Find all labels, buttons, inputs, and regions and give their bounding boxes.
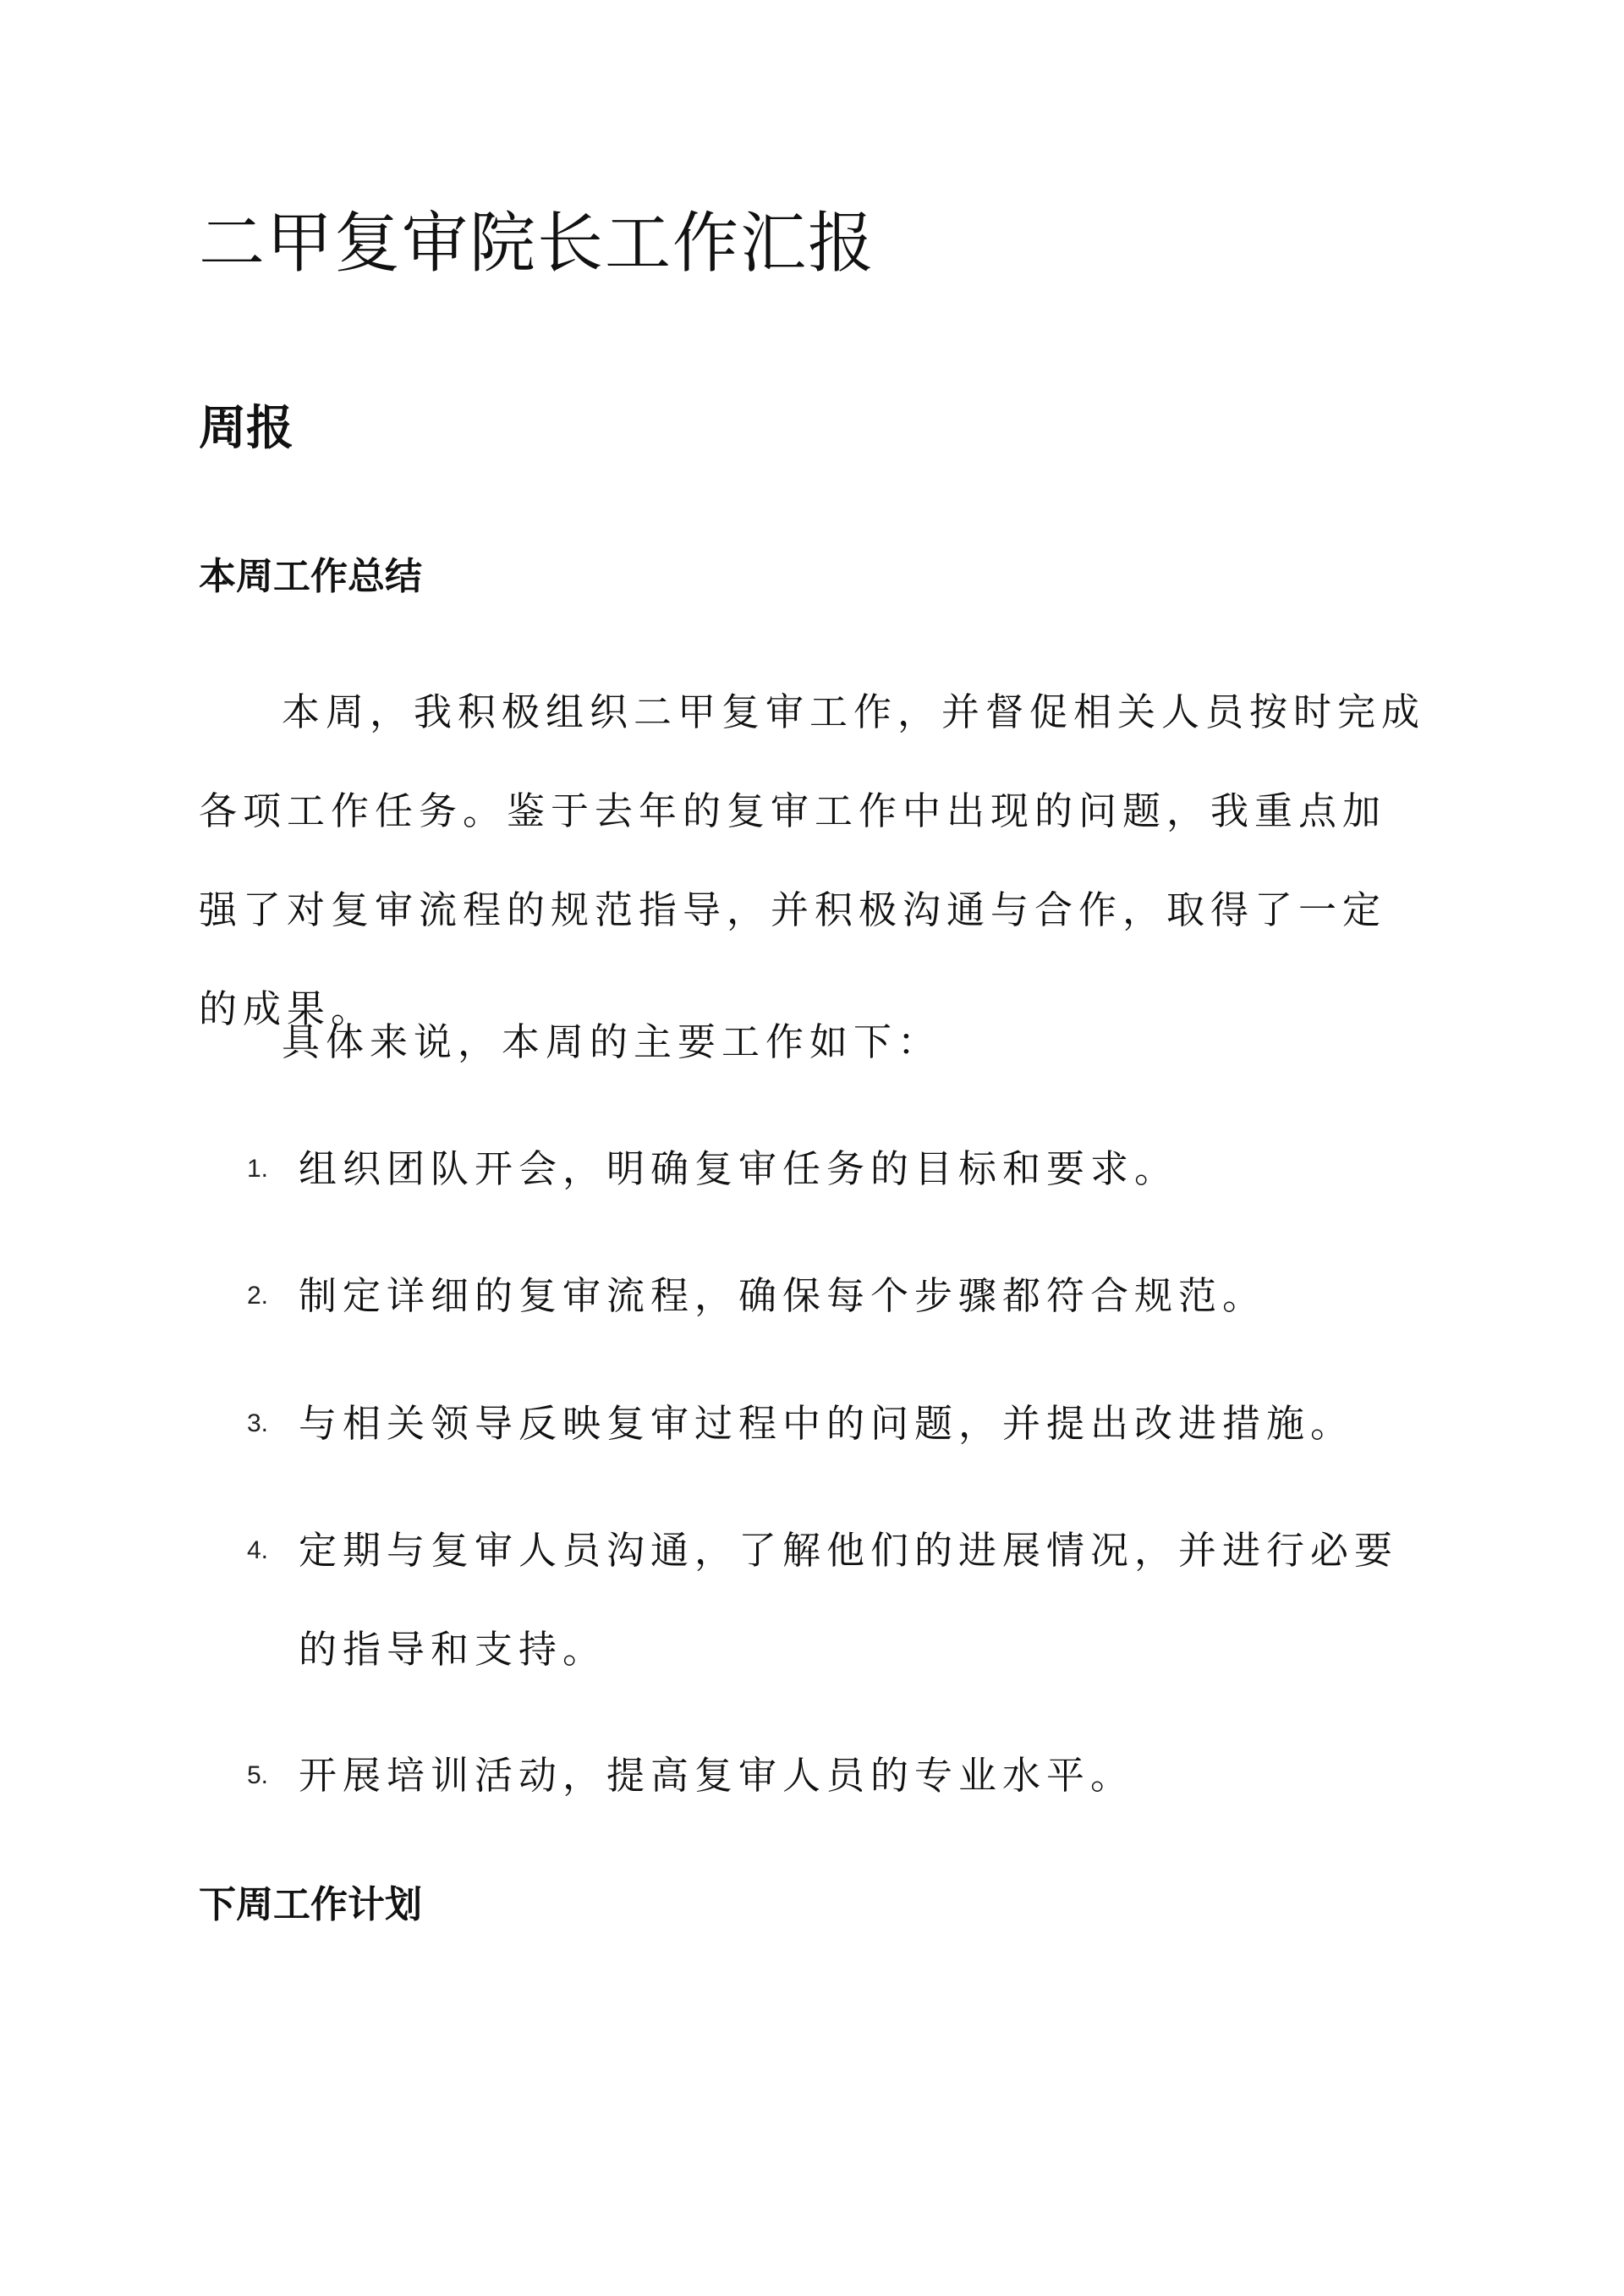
list-item xyxy=(199,1501,1425,1699)
summary-paragraph: 本周，我积极组织二甲复审工作，并督促相关人员按时完成各项工作任务。鉴于去年的复审工作中出现的问题，我重点加强了对复审流程的规范指导，并积极沟通与合作，取得了一定的成果。 xyxy=(199,689,1426,1031)
list-item-number: 5. xyxy=(247,1761,269,1789)
list-item-number: 4. xyxy=(247,1536,269,1564)
intro-line: 具体来说，本周的主要工作如下： xyxy=(282,1019,942,1064)
document-title: 二甲复审院长工作汇报 xyxy=(199,206,876,282)
list-item xyxy=(199,1726,1425,1825)
list-item-number: 1. xyxy=(247,1155,269,1183)
list-item xyxy=(199,1246,1425,1345)
list-item xyxy=(199,1374,1425,1473)
list-item xyxy=(199,1119,1425,1218)
heading-next-week-plan: 下周工作计划 xyxy=(199,1883,422,1926)
list-item-text: 与相关领导反映复审过程中的问题，并提出改进措施。 xyxy=(299,1401,1355,1446)
list-item-text: 定期与复审人员沟通，了解他们的进展情况，并进行必要的指导和支持。 xyxy=(299,1528,1399,1672)
list-item-text: 制定详细的复审流程，确保每个步骤都符合规范。 xyxy=(299,1273,1267,1318)
list-item-text: 开展培训活动，提高复审人员的专业水平。 xyxy=(299,1753,1135,1798)
list-item-number: 3. xyxy=(247,1409,269,1437)
list-item-number: 2. xyxy=(247,1282,269,1310)
heading-this-week-summary: 本周工作总结 xyxy=(199,555,422,598)
section-heading-weekly-report: 周报 xyxy=(199,401,294,456)
list-item-text: 组织团队开会，明确复审任务的目标和要求。 xyxy=(299,1146,1179,1191)
